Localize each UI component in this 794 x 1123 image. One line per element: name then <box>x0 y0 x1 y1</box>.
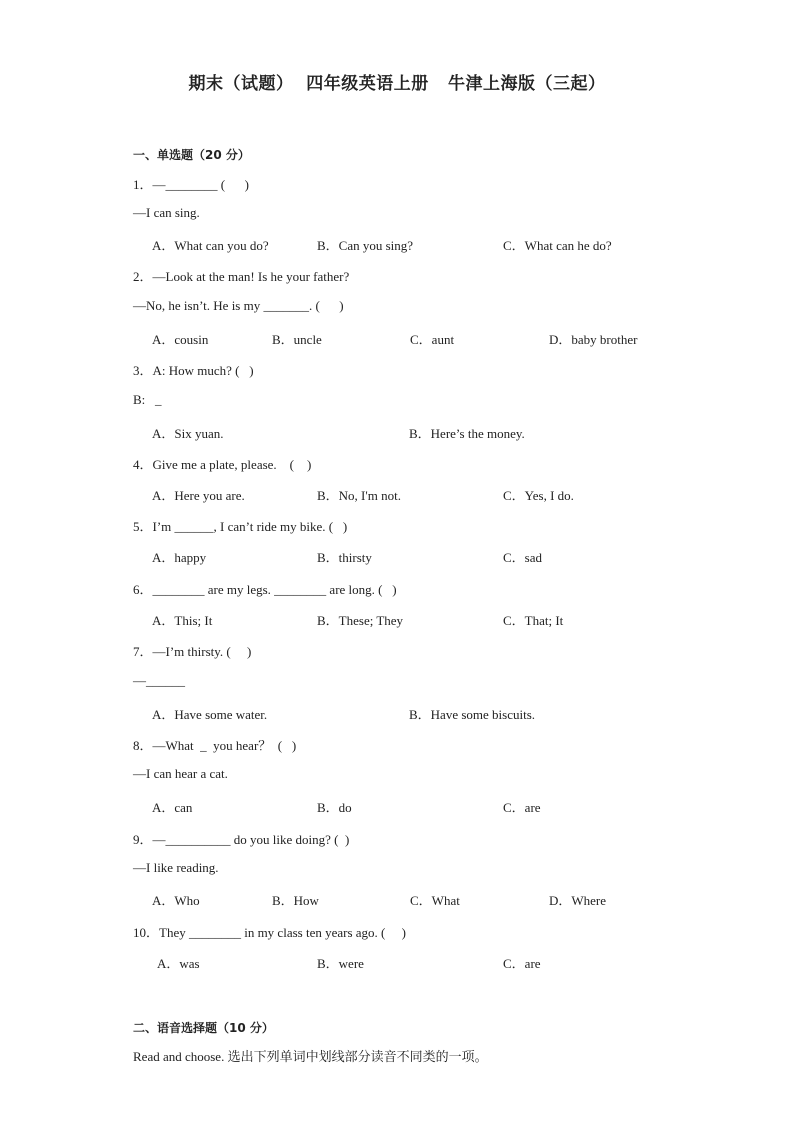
option-b[interactable]: B．were <box>317 956 364 971</box>
option-b[interactable]: B．Here’s the money. <box>409 426 525 441</box>
question-1-dialog: —I can sing. <box>133 205 200 220</box>
question-4: 4．Give me a plate, please. ( ) <box>133 457 312 472</box>
option-c[interactable]: C．are <box>503 800 541 815</box>
option-d[interactable]: D．Where <box>549 893 607 908</box>
option-c[interactable]: C．aunt <box>410 332 455 347</box>
question-10: 10．They ________ in my class ten years ago. ( ) <box>133 925 406 940</box>
option-b[interactable]: B．thirsty <box>317 550 372 565</box>
option-a[interactable]: A．Have some water. <box>152 707 268 722</box>
question-8-dialog: —I can hear a cat. <box>133 766 228 781</box>
question-6: 6．________ are my legs. ________ are long. ( ) <box>133 582 397 597</box>
page-title: 期末（试题） 四年级英语上册 牛津上海版（三起） <box>188 74 606 94</box>
question-1: 1．—________ ( ) <box>133 177 249 192</box>
option-a[interactable]: A．cousin <box>152 332 209 347</box>
question-8: 8．—What _ you hear？ ( ) <box>133 738 297 753</box>
question-5: 5．I’m ______, I can’t ride my bike. ( ) <box>133 519 348 534</box>
section-2-instructions: Read and choose. 选出下列单词中划线部分读音不同类的一项。 <box>133 1049 488 1064</box>
question-3: 3．A: How much? ( ) <box>133 363 254 378</box>
option-c[interactable]: C．That; It <box>503 613 564 628</box>
question-2: 2．—Look at the man! Is he your father? <box>133 269 350 284</box>
option-b[interactable]: B．do <box>317 800 352 815</box>
question-7: 7．—I’m thirsty. ( ) <box>133 644 252 659</box>
question-2-dialog: —No, he isn’t. He is my _______. ( ) <box>133 298 344 313</box>
option-c[interactable]: C．sad <box>503 550 543 565</box>
option-c[interactable]: C．Yes, I do. <box>503 488 574 503</box>
question-7-dialog: —______ <box>133 673 185 688</box>
option-b[interactable]: B．Have some biscuits. <box>409 707 536 722</box>
option-b[interactable]: B．No, I'm not. <box>317 488 401 503</box>
question-3-dialog: B: _ <box>133 392 162 407</box>
option-a[interactable]: A．What can you do? <box>152 238 269 253</box>
option-c[interactable]: C．What can he do? <box>503 238 612 253</box>
option-a[interactable]: A．Six yuan. <box>152 426 224 441</box>
option-b[interactable]: B．These; They <box>317 613 404 628</box>
option-b[interactable]: B．How <box>272 893 319 908</box>
option-a[interactable]: A．Here you are. <box>152 488 245 503</box>
option-c[interactable]: C．What <box>410 893 460 908</box>
option-b[interactable]: B．Can you sing? <box>317 238 414 253</box>
question-9-dialog: —I like reading. <box>133 860 219 875</box>
option-d[interactable]: D．baby brother <box>549 332 638 347</box>
question-9: 9．—__________ do you like doing? ( ) <box>133 832 350 847</box>
option-a[interactable]: A．This; It <box>152 613 213 628</box>
option-c[interactable]: C．are <box>503 956 541 971</box>
option-a[interactable]: A．happy <box>152 550 207 565</box>
section-1-heading: 一、单选题（20 分） <box>133 148 250 162</box>
option-a[interactable]: A．can <box>152 800 193 815</box>
option-a[interactable]: A．Who <box>152 893 200 908</box>
option-b[interactable]: B．uncle <box>272 332 322 347</box>
option-a[interactable]: A．was <box>157 956 200 971</box>
section-2-heading: 二、语音选择题（10 分） <box>133 1021 274 1035</box>
